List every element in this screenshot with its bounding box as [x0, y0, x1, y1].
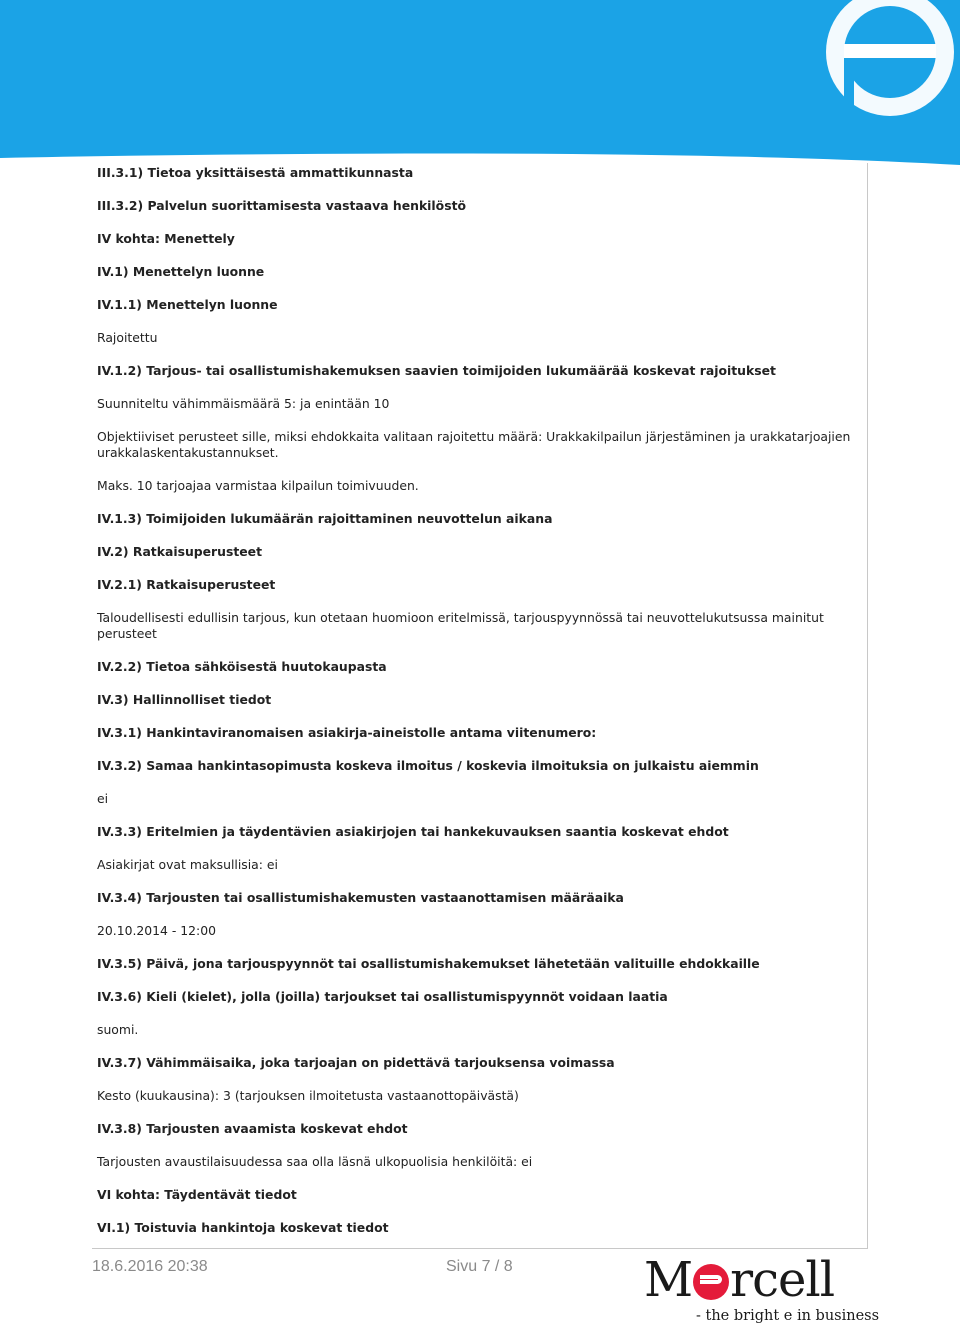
section-text: Suunniteltu vähimmäismäärä 5: ja enintään 10	[97, 396, 390, 411]
footer-page-number: Sivu 7 / 8	[446, 1258, 513, 1275]
footer-divider	[92, 1248, 868, 1249]
section-heading: IV.2) Ratkaisuperusteet	[97, 544, 263, 559]
section-heading: IV.3.1) Hankintaviranomaisen asiakirja-aineistolle antama viitenumero:	[97, 725, 597, 740]
logo-wordmark	[644, 1252, 834, 1308]
section-heading: IV.3.5) Päivä, jona tarjouspyynnöt tai osallistumishakemukset lähetetään valituille ehdokkaille	[97, 956, 760, 971]
banner-shape	[0, 0, 960, 165]
section-text: Objektiiviset perusteet sille, miksi ehdokkaita valitaan rajoitettu määrä: Urakkakilpailun järjestäminen ja urakkatarjoajien urakkalaskentakustannukset.	[97, 429, 851, 460]
section-heading: IV.3.3) Eritelmien ja täydentävien asiakirjojen tai hankekuvauksen saantia koskevat ehdot	[97, 824, 729, 839]
section-heading: IV.3.4) Tarjousten tai osallistumishakemusten vastaanottamisen määräaika	[97, 890, 624, 905]
section-heading: III.3.1) Tietoa yksittäisestä ammattikunnasta	[97, 165, 414, 180]
section-heading: IV.3.7) Vähimmäisaika, joka tarjoajan on pidettävä tarjouksensa voimassa	[97, 1055, 615, 1070]
section-heading: IV.3.2) Samaa hankintasopimusta koskeva ilmoitus / koskevia ilmoituksia on julkaistu aiemmin	[97, 758, 759, 773]
section-heading: IV.1) Menettelyn luonne	[97, 264, 265, 279]
section-text: suomi.	[97, 1022, 139, 1037]
footer-timestamp: 18.6.2016 20:38	[92, 1258, 208, 1275]
document-body	[97, 165, 863, 1236]
section-heading: IV.1.1) Menettelyn luonne	[97, 297, 278, 312]
header-banner	[0, 0, 960, 165]
section-heading: IV.1.2) Tarjous- tai osallistumishakemuksen saavien toimijoiden lukumäärää koskevat rajoitukset	[97, 363, 776, 378]
section-text: Asiakirjat ovat maksullisia: ei	[97, 857, 278, 872]
section-text: Taloudellisesti edullisin tarjous, kun otetaan huomioon eritelmissä, tarjouspyynnössä tai neuvottelukutsussa mainitut perusteet	[97, 610, 824, 641]
logo-e-icon	[693, 1264, 729, 1300]
logo-tagline: - the bright e in business	[696, 1308, 880, 1324]
section-text: Tarjousten avaustilaisuudessa saa olla läsnä ulkopuolisia henkilöitä: ei	[97, 1154, 533, 1169]
section-heading: IV.3) Hallinnolliset tiedot	[97, 692, 272, 707]
section-heading: III.3.2) Palvelun suorittamisesta vastaava henkilöstö	[97, 198, 467, 213]
section-text: Kesto (kuukausina): 3 (tarjouksen ilmoitetusta vastaanottopäivästä)	[97, 1088, 519, 1103]
section-text: ei	[97, 791, 109, 806]
section-heading: IV.2.2) Tietoa sähköisestä huutokaupasta	[97, 659, 387, 674]
section-heading: IV.2.1) Ratkaisuperusteet	[97, 577, 276, 592]
marcell-logo	[644, 1252, 880, 1326]
section-heading: IV.1.3) Toimijoiden lukumäärän rajoittaminen neuvottelun aikana	[97, 511, 553, 526]
section-heading: VI.1) Toistuvia hankintoja koskevat tiedot	[97, 1220, 389, 1235]
logo-text-rcell: rcell	[730, 1252, 835, 1308]
section-text: Maks. 10 tarjoajaa varmistaa kilpailun toimivuuden.	[97, 478, 419, 493]
section-heading: IV.3.6) Kieli (kielet), jolla (joilla) tarjoukset tai osallistumispyynnöt voidaan laatia	[97, 989, 668, 1004]
section-text: Rajoitettu	[97, 330, 158, 345]
section-heading: VI kohta: Täydentävät tiedot	[97, 1187, 297, 1202]
section-heading: IV kohta: Menettely	[97, 231, 235, 246]
section-text: 20.10.2014 - 12:00	[97, 923, 216, 938]
logo-text-m: M	[644, 1252, 693, 1308]
section-heading: IV.3.8) Tarjousten avaamista koskevat ehdot	[97, 1121, 408, 1136]
